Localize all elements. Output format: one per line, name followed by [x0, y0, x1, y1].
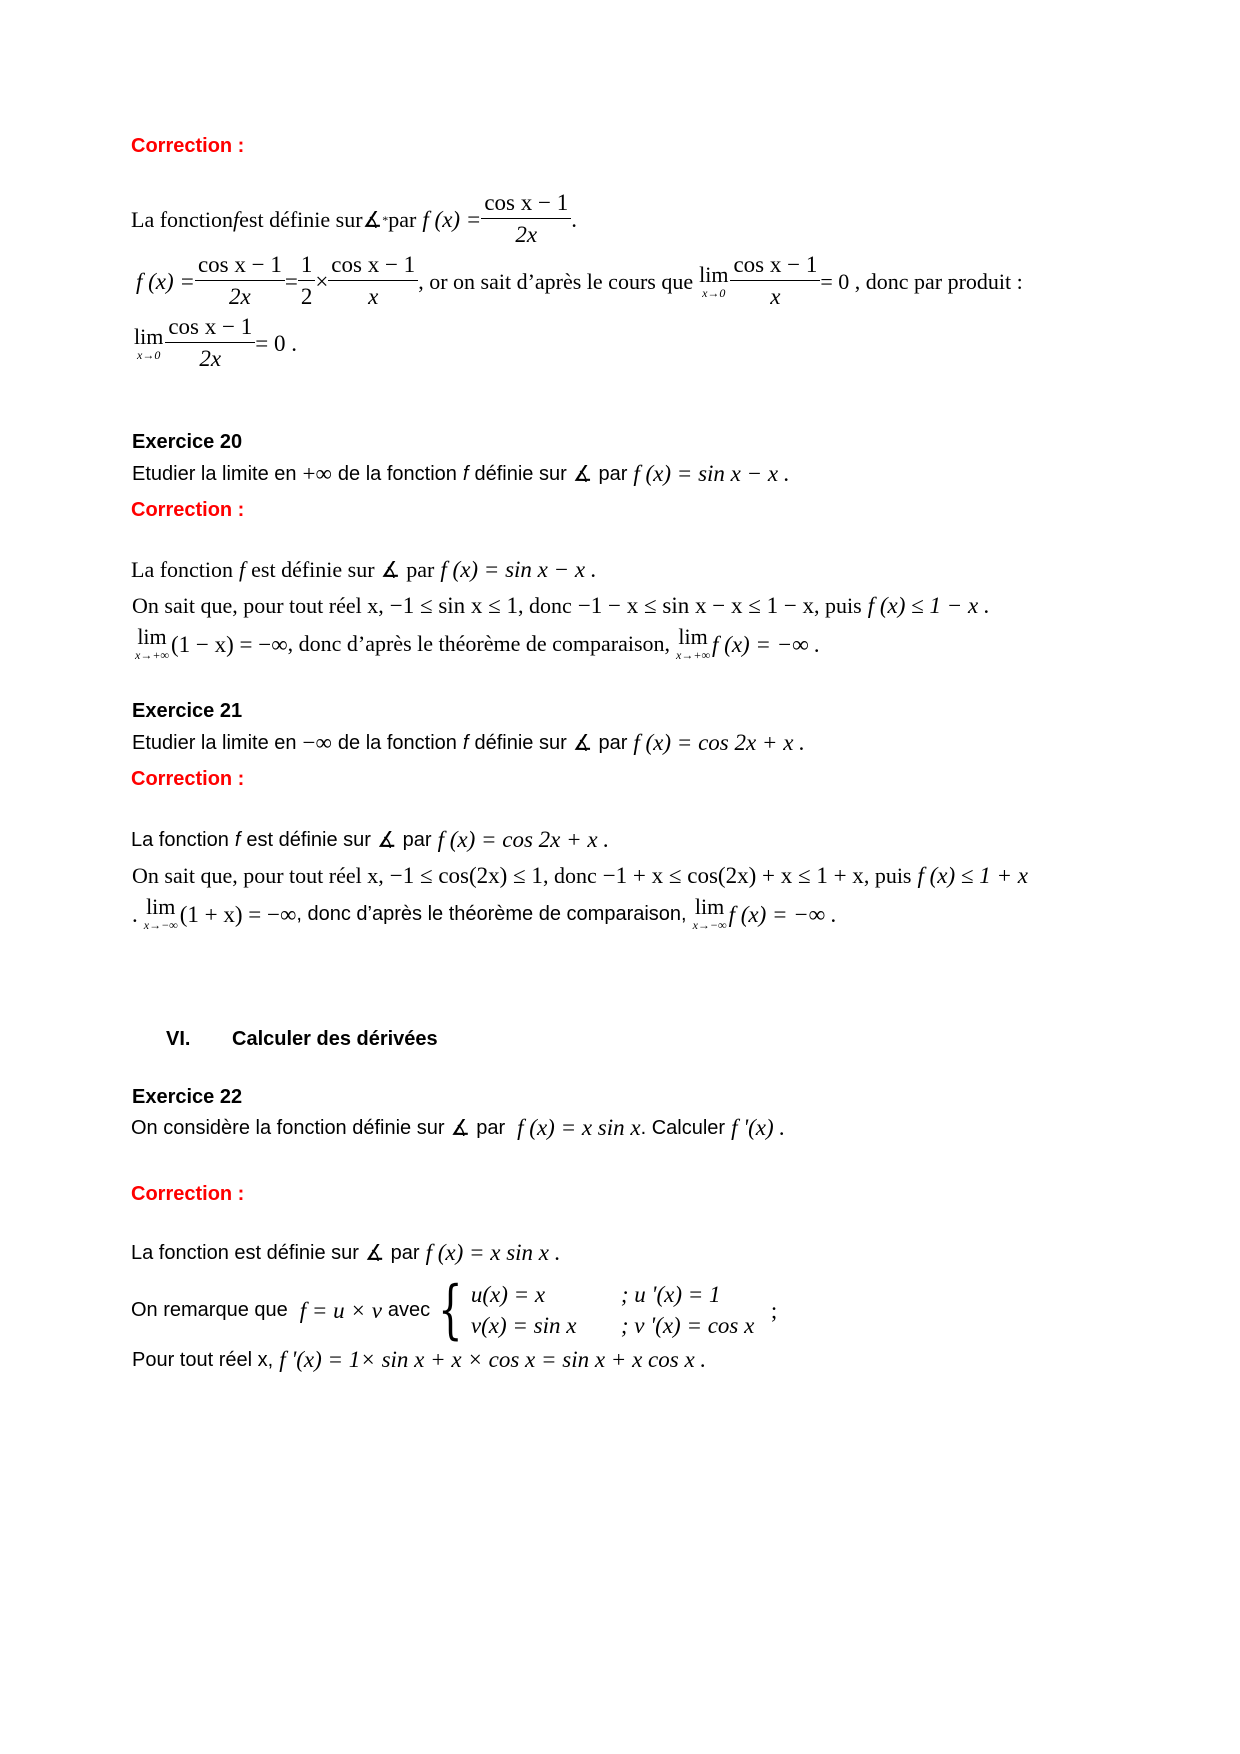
statement-text: définie sur — [474, 731, 567, 754]
lim-word: lim — [137, 624, 167, 649]
ex20-correction-line2 — [132, 594, 990, 617]
reals-symbol: ∡ — [572, 460, 593, 486]
limit — [135, 626, 169, 662]
ex21-correction-line2 — [132, 864, 1028, 887]
text: par — [406, 556, 435, 582]
section-vi-number: VI. — [166, 1028, 191, 1050]
inequality: −1 − x ≤ sin x − x ≤ 1 − x — [577, 593, 815, 618]
inequality: f (x) ≤ 1 − x . — [867, 593, 990, 618]
ex22-correction-line3 — [132, 1348, 706, 1371]
times-sign: × — [315, 269, 329, 294]
c19-line2-tail: = 0 , donc par produit : — [820, 268, 1023, 294]
c19-intro-text-b: est définie sur — [239, 206, 363, 232]
fraction-numerator: cos x − 1 — [195, 250, 285, 281]
statement-text: Etudier la limite en — [132, 462, 297, 485]
fraction-denominator: 2x — [199, 346, 222, 371]
equation: (1 + x) = −∞ — [179, 901, 297, 927]
system-du: ; u '(x) = 1 — [620, 1282, 721, 1307]
fraction-numerator: 1 — [298, 250, 316, 281]
equation: f '(x) = 1× sin x + x × cos x = sin x + x cos x . — [279, 1347, 707, 1372]
text: On sait que, pour tout réel x, — [132, 592, 384, 618]
text: par — [402, 828, 432, 851]
text: , donc — [542, 862, 597, 888]
reals-symbol: ∡ — [450, 1114, 471, 1140]
limit — [693, 896, 727, 932]
lim-word: lim — [134, 323, 164, 349]
text: , donc d’après le théorème de comparaison, — [287, 631, 671, 656]
reals-symbol: ∡ — [364, 1239, 385, 1265]
ex21-correction-line1 — [131, 828, 609, 851]
limit — [676, 626, 710, 662]
section-vi-title: Calculer des dérivées — [232, 1028, 438, 1050]
c19-line2-fraction-3 — [730, 250, 820, 313]
inequality: −1 ≤ cos(2x) ≤ 1 — [389, 863, 543, 888]
statement-text: de la fonction — [337, 462, 457, 485]
lim-subscript: x→−∞ — [692, 918, 727, 932]
c19-line3-tail: = 0 . — [255, 331, 297, 356]
text: avec — [387, 1299, 431, 1321]
f-symbol: f — [234, 828, 241, 851]
statement-text: par — [598, 731, 628, 754]
plus-infinity: +∞ — [302, 461, 332, 486]
f-symbol: f — [239, 556, 246, 582]
statement-equation: f (x) = cos 2x + x . — [633, 730, 805, 755]
text: Pour tout réel x, — [132, 1348, 274, 1371]
reals-symbol: ∡ — [362, 206, 383, 232]
lim-subscript: x→0 — [137, 347, 161, 362]
c19-intro-fraction — [481, 188, 571, 251]
correction-heading: Correction : — [131, 768, 245, 790]
semicolon: ; — [770, 1297, 778, 1323]
statement-f: f — [462, 462, 469, 485]
minus-infinity: −∞ — [302, 730, 332, 755]
inequality: f (x) ≤ 1 + x — [917, 863, 1029, 888]
left-brace-icon: { — [438, 1273, 463, 1347]
statement-text: par — [598, 462, 628, 485]
fraction-denominator: x — [368, 284, 379, 309]
text: , puis — [863, 862, 912, 888]
ex22-correction-line1 — [131, 1241, 561, 1264]
text: par — [390, 1241, 420, 1264]
lim-subscript: x→+∞ — [676, 648, 711, 662]
fraction-denominator: x — [770, 284, 781, 309]
statement-text: Etudier la limite en — [132, 731, 297, 754]
system-dv: ; v '(x) = cos x — [620, 1313, 755, 1338]
text: , donc — [518, 592, 572, 618]
c19-line2-text: , or on sait d’après le cours que — [418, 268, 694, 294]
correction-heading: Correction : — [131, 135, 245, 157]
exercise-21-statement — [132, 731, 805, 754]
lim-word: lim — [694, 894, 725, 919]
exercise-20-title: Exercice 20 — [132, 431, 243, 453]
inequality: −1 + x ≤ cos(2x) + x ≤ 1 + x — [602, 863, 864, 888]
exercise-22-statement — [131, 1116, 785, 1139]
text: , donc d’après le théorème de comparaison, — [296, 903, 687, 925]
lim-subscript: x→+∞ — [135, 648, 169, 662]
limit — [144, 896, 178, 932]
c19-intro-fx: f (x) = — [422, 207, 482, 232]
correction-heading: Correction : — [131, 1183, 245, 1205]
exercise-21-title: Exercice 21 — [132, 700, 243, 722]
lim-subscript: x→−∞ — [143, 918, 178, 932]
exercise-20-statement — [132, 462, 790, 485]
equation: f (x) = cos 2x + x . — [437, 827, 610, 852]
text: La fonction — [131, 828, 229, 851]
c19-intro-text-c: par — [388, 206, 417, 232]
statement-text: par — [476, 1116, 506, 1139]
text: , puis — [814, 592, 862, 618]
c19-line2 — [136, 250, 1023, 313]
c19-line3 — [134, 312, 297, 375]
equation: f = u × v — [299, 1297, 382, 1323]
ex20-correction-line1 — [131, 558, 597, 581]
fraction-denominator: 2 — [300, 284, 313, 309]
c19-line2-fraction-2 — [328, 250, 418, 313]
c19-line3-fraction — [165, 312, 255, 375]
system-u: u(x) = x — [470, 1282, 546, 1307]
statement-text: . Calculer — [640, 1116, 726, 1139]
text: est définie sur — [251, 556, 375, 582]
c19-line2-limit — [699, 261, 729, 300]
text: La fonction est définie sur — [131, 1241, 359, 1264]
ex21-correction-line3 — [132, 896, 837, 932]
statement-equation: f (x) = x sin x — [517, 1115, 641, 1140]
c19-line2-fraction-1 — [195, 250, 285, 313]
fraction-denominator: 2x — [229, 284, 251, 309]
ex20-correction-line3 — [135, 626, 820, 662]
lim-word: lim — [678, 624, 708, 649]
reals-symbol: ∡ — [380, 556, 401, 582]
equation: f (x) = −∞ . — [712, 631, 821, 657]
text: est définie sur — [246, 828, 371, 851]
fraction-numerator: cos x − 1 — [481, 188, 571, 219]
equals-sign: = — [284, 269, 298, 294]
statement-equation: f (x) = sin x − x . — [633, 461, 790, 486]
c19-line2-fx: f (x) = — [136, 269, 195, 294]
statement-text: On considère la fonction définie sur — [131, 1116, 445, 1139]
statement-text: de la fonction — [337, 731, 457, 754]
text: La fonction — [131, 556, 234, 582]
statement-f: f — [462, 731, 469, 754]
system-of-equations — [471, 1283, 761, 1337]
c19-line1: La fonction f est définie sur ∡ * par f (x) = $\frac{\text{cos x − 1}}{2x}$ . — [131, 188, 577, 251]
statement-text: définie sur — [474, 462, 567, 485]
equation: (1 − x) = −∞ — [170, 631, 288, 657]
equation: f (x) = −∞ . — [728, 901, 837, 927]
reals-symbol: ∡ — [572, 729, 593, 755]
c19-intro-dot: . — [571, 207, 577, 232]
inequality: −1 ≤ sin x ≤ 1 — [389, 593, 519, 618]
correction-heading: Correction : — [131, 499, 245, 521]
reals-symbol: ∡ — [376, 826, 397, 852]
text: On remarque que — [131, 1299, 288, 1321]
equation: f (x) = sin x − x . — [440, 557, 597, 582]
fraction-numerator: cos x − 1 — [165, 312, 255, 343]
lim-word: lim — [146, 894, 176, 919]
c19-line2-half — [298, 250, 316, 313]
text: On sait que, pour tout réel x, — [132, 862, 384, 888]
c19-intro-text-a: La fonction — [131, 206, 234, 232]
exercise-22-title: Exercice 22 — [132, 1086, 243, 1108]
fraction-denominator: 2x — [515, 222, 538, 247]
dot: . — [132, 901, 138, 927]
system-v: v(x) = sin x — [470, 1313, 577, 1338]
ex22-correction-line2 — [131, 1273, 778, 1347]
lim-word: lim — [699, 261, 729, 287]
statement-derivative: f '(x) . — [731, 1115, 786, 1140]
fraction-numerator: cos x − 1 — [730, 250, 820, 281]
c19-line3-limit — [134, 323, 164, 362]
equation: f (x) = x sin x . — [425, 1240, 561, 1265]
c19-intro-f: f — [233, 206, 240, 232]
lim-subscript: x→0 — [702, 285, 726, 300]
fraction-numerator: cos x − 1 — [328, 250, 418, 281]
